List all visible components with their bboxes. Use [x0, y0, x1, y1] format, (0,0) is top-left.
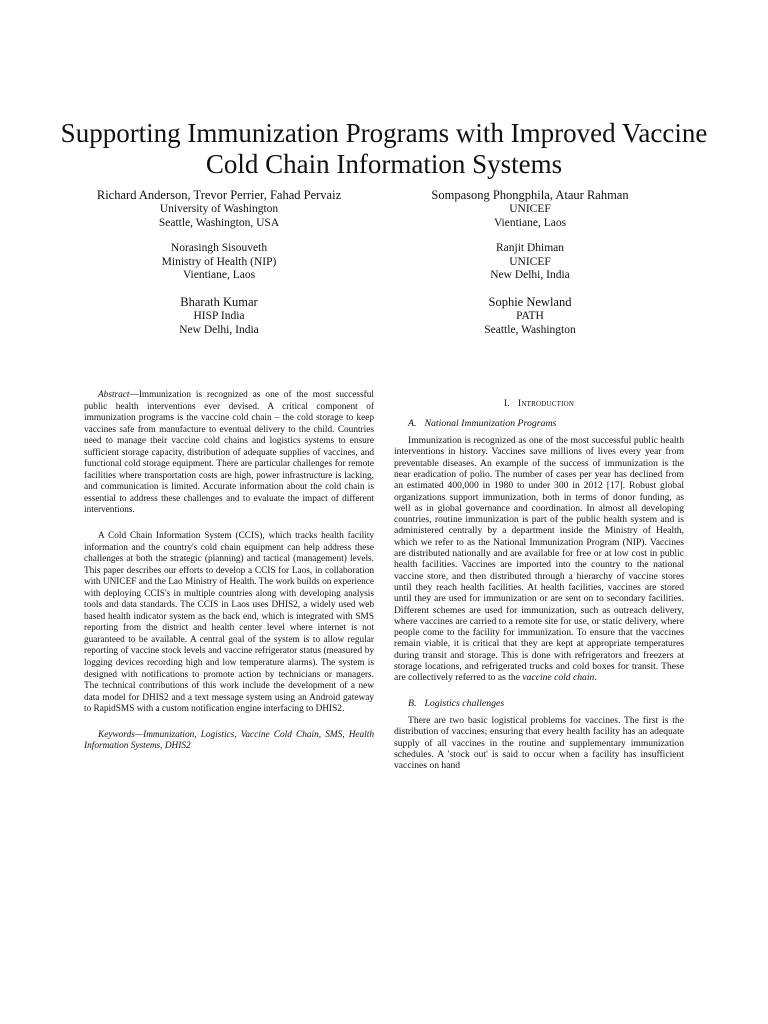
author-name: Bharath Kumar — [180, 295, 258, 309]
subsection-title: Logistics challenges — [424, 697, 505, 709]
author-block-1 — [84, 188, 354, 230]
left-column — [84, 390, 374, 753]
abstract-label: Abstract — [98, 390, 130, 400]
author-location: Vientiane, Laos — [493, 216, 567, 229]
author-name: Norasingh Sisouveth — [170, 242, 268, 254]
subsection-number: B. — [408, 697, 417, 709]
author-affiliation: University of Washington — [159, 203, 279, 215]
author-affiliation: UNICEF — [509, 255, 551, 268]
author-block-2 — [398, 188, 662, 230]
intro-text-a: Immunization is recognized as one of the most successful public health interventions in history. Vaccines save millions of lives every year from preventable diseases. An example of the success of immunization is the near eradication of polio. The number of cases per year has declined from an estimated 400,000 in 1980 to under 300 in 2012 [17]. Robust global organizations support immunization, both in terms of donor funding, as well as in global governance and coordination. In almost all developing countries, routine immunization is part of the public health system and is administered centrally by a department inside the Ministry of Health, which we refer to as the National Immunization Program (NIP). Vaccines are distributed nationally and are available for free or at low cost in public health facilities. Vaccines are imported into the country to the national vaccine store, and then distributed through a hierarchy of vaccine stores until they reach health facilities. At health facilities, vaccines are stored until they are used for immunization or are sent on to secondary facilities. Different schemes are used for immunization, such as outreach delivery, where vaccines are carried to a remote site for use, or static delivery, where people come to the facility for immunization. To ensure that the vaccines remain viable, it is critical that they are kept at appropriate temperatures during transit and storage. This is done with refrigerators and freezers at storage locations, and refrigerated trucks and cold boxes for transit. These are collectively referred to as the — [394, 435, 684, 684]
keywords-text: Immunization, Logistics, Vaccine Cold Chain, SMS, Health Information Systems, DHIS2 — [84, 729, 374, 752]
author-location: Vientiane, Laos — [182, 269, 256, 281]
abstract-paragraph-1 — [84, 390, 374, 517]
author-block-3 — [84, 242, 354, 283]
section-title: Introduction — [517, 398, 575, 409]
author-name: Richard Anderson, Trevor Perrier, Fahad Pervaiz — [96, 188, 342, 202]
keywords-dash: — — [134, 729, 144, 740]
section-number: I. — [503, 398, 510, 409]
author-location: New Delhi, India — [490, 269, 570, 281]
right-column — [394, 398, 684, 772]
subsection-title: National Immunization Programs — [424, 417, 557, 429]
author-location: Seattle, Washington, USA — [158, 216, 280, 229]
intro-paragraph-a — [394, 435, 684, 684]
author-location: Seattle, Washington — [484, 323, 576, 336]
author-block-5 — [84, 295, 354, 337]
paper-title: Supporting Immunization Programs with Improved Vaccine Cold Chain Information Systems — [60, 118, 708, 179]
author-name: Sompasong Phongphila, Ataur Rahman — [431, 188, 629, 202]
keywords — [84, 730, 374, 753]
author-name: Sophie Newland — [488, 295, 572, 309]
author-affiliation: PATH — [516, 310, 544, 322]
author-affiliation: HISP India — [193, 310, 245, 322]
subsection-number: A. — [408, 417, 417, 429]
author-affiliation: Ministry of Health (NIP) — [161, 255, 277, 268]
section-heading-introduction — [394, 398, 684, 410]
intro-term: vaccine cold chain — [522, 672, 595, 684]
author-block-6 — [398, 295, 662, 337]
author-affiliation: UNICEF — [509, 203, 551, 215]
abstract-text-1: Immunization is recognized as one of the most successful public health interventions ever devised. A critical component of immunization programs is the vaccine cold chain – the cold storage to keep vaccines safe from manufacture to eventual delivery to the child. Countries need to manage their vaccine cold chains and logistics systems to ensure sufficient storage capacity, distribution of adequate supplies of vaccines, and functional cold storage equipment. There are particular challenges for remote facilities where transportation costs are high, power infrastructure is lacking, and communication is limited. Accurate information about the cold chain is essential to address these challenges and to evaluate the impact of different interventions. — [84, 390, 374, 516]
abstract-dash: — — [129, 390, 139, 400]
author-location: New Delhi, India — [179, 323, 259, 336]
author-name: Ranjit Dhiman — [495, 242, 565, 254]
abstract-paragraph-2: A Cold Chain Information System (CCIS), which tracks health facility information and the country's cold chain equipment can help address these challenges at both the strategic (planning) and tactical (management) levels. This paper describes our efforts to develop a CCIS for Laos, in collaboration with UNICEF and the Lao Ministry of Health. The work builds on experience with deploying CCIS's in multiple countries along with developing analysis tools and data standards. The CCIS in Laos uses DHIS2, a widely used web based health indicator system as the back end, which is integrated with SMS reporting from the district and health center level where internet is not guaranteed to be available. A central goal of the system is to allow regular reporting of vaccine stock levels and vaccine refrigerator status (measured by logging devices recording high and low temperature alarms). The system is designed with notifications to promote action by technicians or managers. The technical contributions of this work include the development of a new data model for DHIS2 and a text message system using an Android gateway to RapidSMS with a custom notification engine interfacing to DHIS2. — [84, 531, 374, 715]
subsection-heading-b — [408, 698, 684, 710]
intro-end: . — [594, 672, 597, 684]
keywords-label: Keywords — [98, 729, 135, 740]
subsection-heading-a — [408, 418, 684, 430]
intro-paragraph-b: There are two basic logistical problems for vaccines. The first is the distribution of vaccines; ensuring that every health facility has an adequate supply of all vaccines in the routine and supplementary immunization schedules. A 'stock out' is said to occur when a facility has insufficient vaccines on hand — [394, 715, 684, 772]
author-block-4 — [398, 242, 662, 283]
